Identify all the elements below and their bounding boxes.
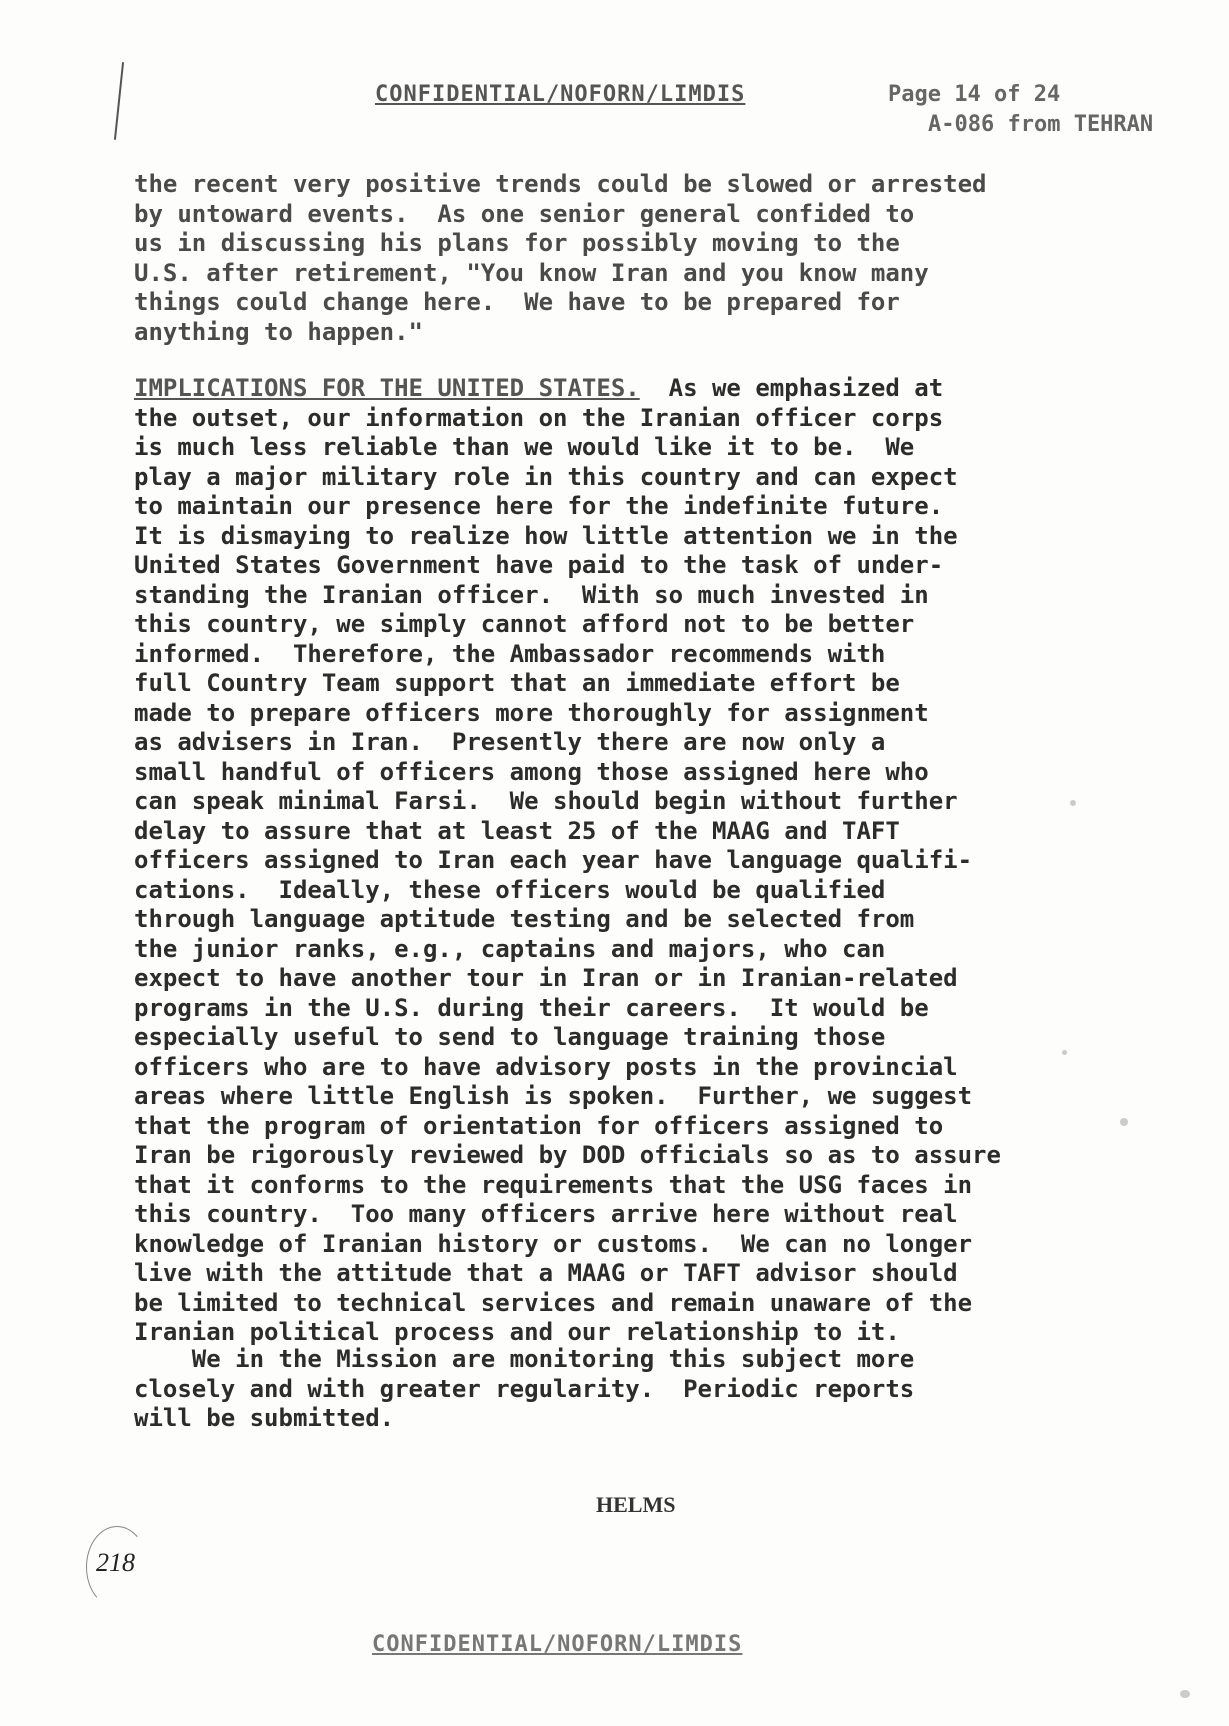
paragraph-continuation: the recent very positive trends could be slowed or arrested by untoward events. As one senior general confided to us in discussing his plans for possibly moving to the U.S. after retirement, "You know Iran and you know many things could change here. We have to be prepared for anything to happen." [134,170,987,346]
paragraph-monitoring: We in the Mission are monitoring this subject more closely and with greater regularity. Periodic reports will be submitted. [134,1345,915,1432]
scan-speck [1120,1118,1128,1126]
header-page-number: Page 14 of 24 [888,82,1061,107]
scan-speck [1180,1690,1190,1698]
paragraph-implications [134,374,1144,1348]
section-heading: IMPLICATIONS FOR THE UNITED STATES. [134,374,640,402]
page-number: 218 [96,1548,135,1577]
scan-speck [1062,1050,1067,1055]
header-reference: A-086 from TEHRAN [928,112,1154,137]
paragraph-implications-body: As we emphasized at the outset, our information on the Iranian officer corps is much less reliable than we would like it to be. We play a major military role in this country and can expect to maintain our presence here for the indefinite future. It is dismaying to realize how little attention we in the United States Government have paid to the task of under- standing the Iranian officer. With so much invested in this country, we simply cannot afford not to be better informed. Therefore, the Ambassador recommends with full Country Team support that an immediate effort be made to prepare officers more thoroughly for assignment as advisers in Iran. Presently there are now only a small handful of officers among those assigned here who can speak minimal Farsi. We should begin without further delay to assure that at least 25 of the MAAG and TAFT officers assigned to Iran each year have language qualifi- cations. Ideally, these officers would be qualified through language aptitude testing and be selected from the junior ranks, e.g., captains and majors, who can expect to have another tour in Iran or in Iranian-related programs in the U.S. during their careers. It would be especially useful to send to language training those officers who are to have advisory posts in the provincial areas where little English is spoken. Further, we suggest that the program of orientation for officers assigned to Iran be rigorously reviewed by DOD officials so as to assure that it conforms to the requirements that the USG faces in this country. Too many officers arrive here without real knowledge of Iranian history or customs. We can no longer live with the attitude that a MAAG or TAFT advisor should be limited to technical services and remain unaware of the Iranian political process and our relationship to it. [134,374,1001,1346]
margin-mark [114,62,124,140]
scan-speck [1070,800,1076,806]
header-classification: CONFIDENTIAL/NOFORN/LIMDIS [375,82,746,107]
footer-classification: CONFIDENTIAL/NOFORN/LIMDIS [372,1632,743,1657]
signature: HELMS [596,1492,676,1517]
